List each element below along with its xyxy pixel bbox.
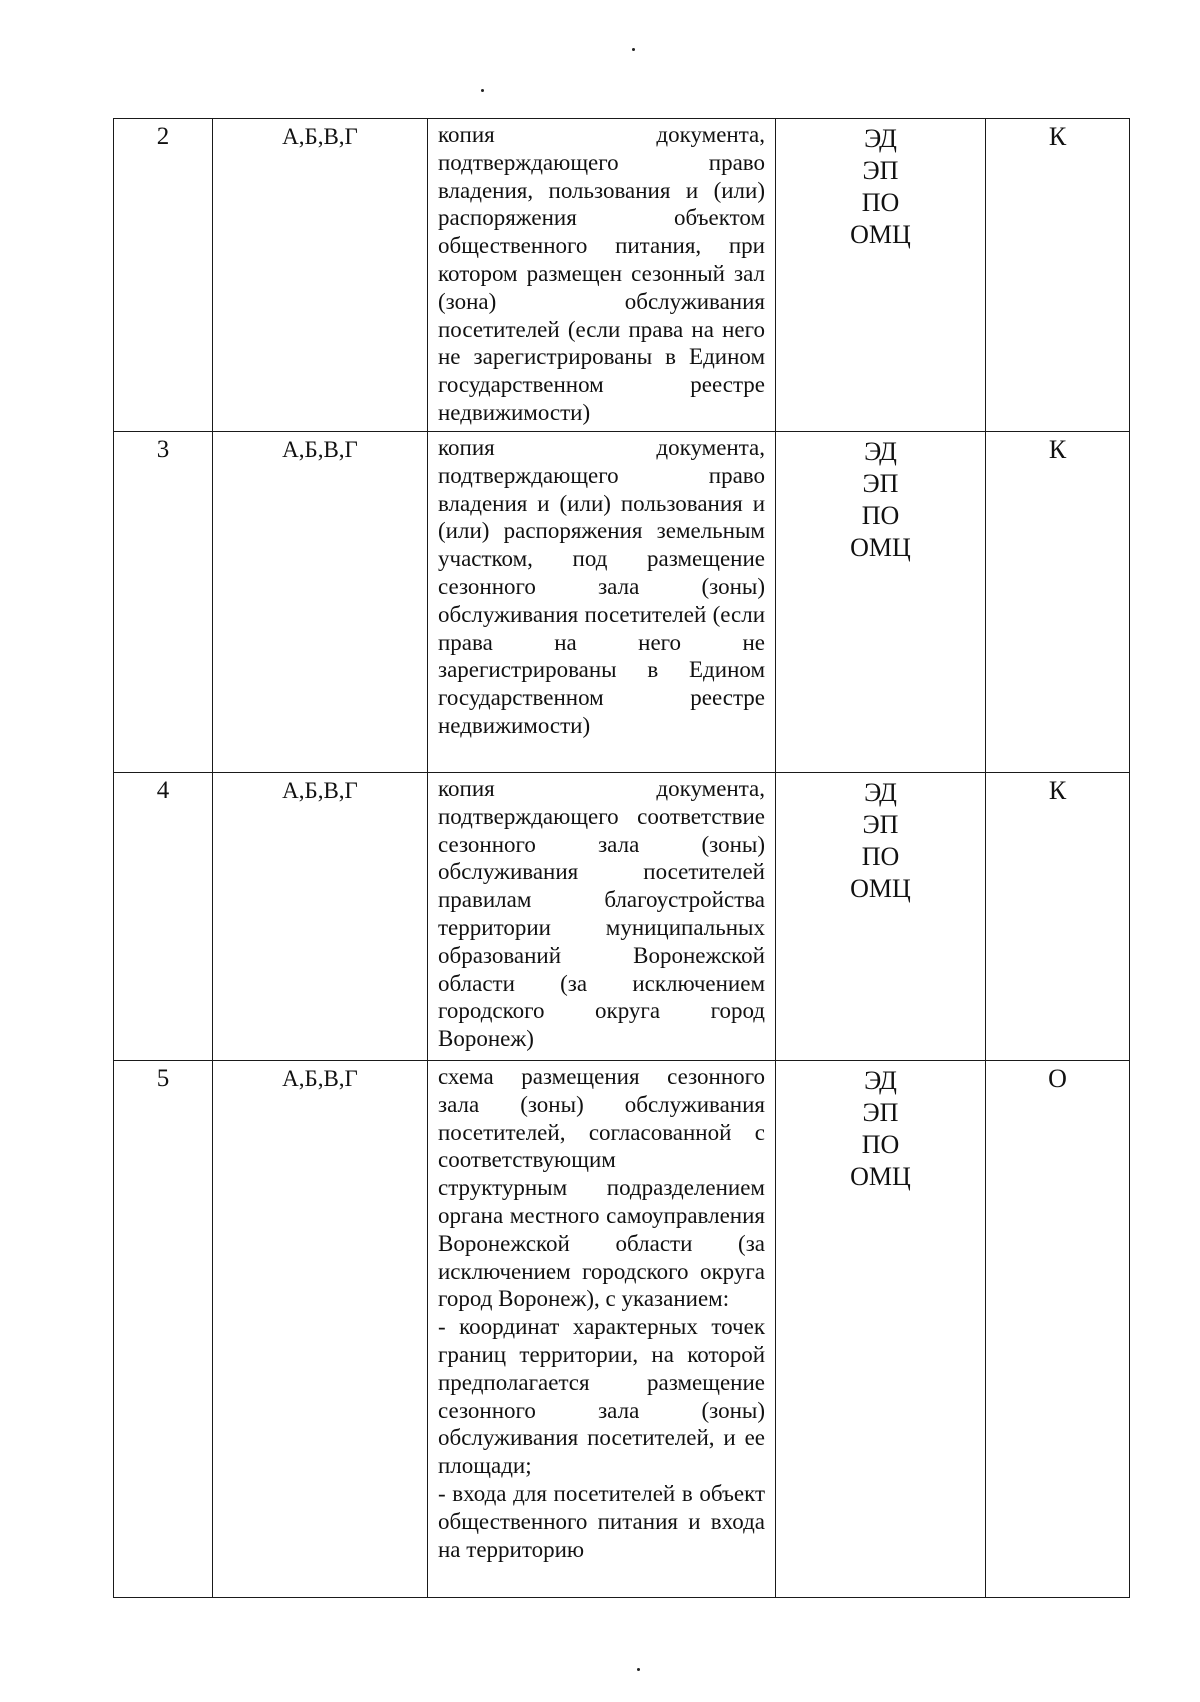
row-number: 3: [114, 432, 213, 773]
applicant-categories: А,Б,В,Г: [213, 432, 428, 773]
form-item: ЭП: [862, 810, 899, 839]
form-item: ПО: [861, 501, 900, 530]
form-item: ЭП: [862, 469, 899, 498]
applicant-categories: А,Б,В,Г: [213, 119, 428, 432]
documents-table: [113, 118, 1130, 1598]
description-part: схема размещения сезонного зала (зоны) обслуживания посетителей, согласованной с соответствующим: [438, 1064, 765, 1173]
form-item: ЭД: [864, 437, 897, 466]
table-row: [114, 773, 1130, 1061]
form-item: ЭД: [864, 124, 897, 153]
row-number: 4: [114, 773, 213, 1061]
form-item: ЭП: [862, 1098, 899, 1127]
document-type: К: [986, 432, 1130, 773]
form-item: ОМЦ: [850, 874, 911, 903]
document-type: К: [986, 773, 1130, 1061]
form-item: ОМЦ: [850, 1162, 911, 1191]
applicant-categories: А,Б,В,Г: [213, 773, 428, 1061]
form-item: ПО: [861, 1130, 900, 1159]
document-type: К: [986, 119, 1130, 432]
form-item: ПО: [861, 188, 900, 217]
document-description: копия документа, подтверждающего соответствие сезонного зала (зоны) обслуживания посетителей правилам благоустройства территории муниципальных образований Воронежской области (за исключением городского округа город Воронеж): [428, 773, 776, 1061]
document-description: копия документа, подтверждающего право владения и (или) пользования и (или) распоряжения земельным участком, под размещение сезонного зала (зоны) обслуживания посетителей (если права на него не зарегистрированы в Едином государственном реестре недвижимости): [428, 432, 776, 773]
table-row: [114, 1061, 1130, 1598]
submission-forms: [776, 119, 986, 432]
document-type: О: [986, 1061, 1130, 1598]
form-item: ОМЦ: [850, 533, 911, 562]
scan-speck: [481, 89, 484, 92]
row-number: 5: [114, 1061, 213, 1598]
description-part: структурным подразделением органа местного самоуправления Воронежской области (за исключением городского округа город Воронеж), с указанием:: [438, 1175, 765, 1312]
applicant-categories: А,Б,В,Г: [213, 1061, 428, 1598]
submission-forms: [776, 432, 986, 773]
document-description: [428, 1061, 776, 1598]
description-part: - входа для посетителей в объект общественного питания и входа на территорию: [438, 1480, 765, 1562]
form-item: ПО: [861, 842, 900, 871]
form-item: ЭП: [862, 156, 899, 185]
table-row: [114, 119, 1130, 432]
document-description: копия документа, подтверждающего право владения, пользования и (или) распоряжения объектом общественного питания, при котором размещен сезонный зал (зона) обслуживания посетителей (если права на него не зарегистрированы в Едином государственном реестре недвижимости): [428, 119, 776, 432]
submission-forms: [776, 773, 986, 1061]
form-item: ОМЦ: [850, 220, 911, 249]
description-part: - координат характерных точек границ территории, на которой предполагается размещение сезонного зала (зоны) обслуживания посетителей, и ее площади;: [438, 1314, 765, 1479]
scan-speck: [637, 1668, 640, 1671]
scan-speck: [632, 48, 635, 51]
form-item: ЭД: [864, 1066, 897, 1095]
table-row: [114, 432, 1130, 773]
form-item: ЭД: [864, 778, 897, 807]
submission-forms: [776, 1061, 986, 1598]
row-number: 2: [114, 119, 213, 432]
